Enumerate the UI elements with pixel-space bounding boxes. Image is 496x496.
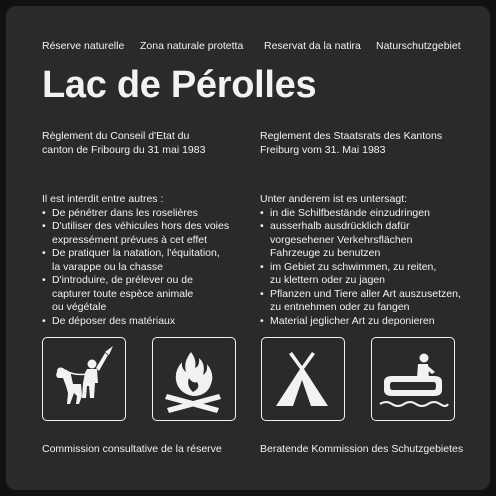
regulation-line: Règlement du Conseil d'Etat du bbox=[42, 130, 190, 142]
rule-line: ou végétale bbox=[52, 301, 107, 313]
label-reserve-naturelle: Réserve naturelle bbox=[42, 40, 125, 52]
regulation-fr bbox=[42, 130, 205, 157]
rule-item bbox=[42, 207, 229, 221]
label-naturschutzgebiet: Naturschutzgebiet bbox=[376, 40, 461, 52]
dog-walker-icon bbox=[42, 337, 126, 421]
rule-item bbox=[260, 288, 461, 315]
label-reservat-natira: Reservat da la natira bbox=[264, 40, 361, 52]
rule-item bbox=[260, 220, 461, 261]
rule-item bbox=[260, 315, 461, 329]
sign-title: Lac de Pérolles bbox=[42, 64, 317, 106]
rule-line: expressément prévues à cet effet bbox=[52, 233, 208, 246]
rule-line: la varappe ou la chasse bbox=[52, 260, 163, 273]
tent-icon bbox=[261, 337, 345, 421]
regulation-line: canton de Fribourg du 31 mai 1983 bbox=[42, 143, 206, 156]
rule-line: zu klettern oder zu jagen bbox=[270, 274, 385, 286]
rule-line: • in die Schilfbestände einzudringen bbox=[270, 206, 430, 219]
rule-item bbox=[42, 315, 229, 329]
regulation-de bbox=[260, 130, 442, 157]
campfire-icon bbox=[152, 337, 236, 421]
rule-line: • De pratiquer la natation, l'équitation, bbox=[52, 247, 220, 259]
rule-item bbox=[260, 261, 461, 288]
rule-line: vorgesehener Verkehrsflächen bbox=[270, 233, 413, 246]
rules-heading: Il est interdit entre autres : bbox=[42, 193, 164, 205]
rule-line: capturer toute espèce animale bbox=[52, 287, 194, 300]
rule-line: • Pflanzen und Tiere aller Art auszusetzen, bbox=[270, 287, 461, 300]
nature-reserve-sign bbox=[6, 6, 490, 490]
boat-icon bbox=[371, 337, 455, 421]
rule-item bbox=[260, 207, 461, 221]
rule-line: • De déposer des matériaux bbox=[52, 314, 176, 327]
label-zona-naturale: Zona naturale protetta bbox=[140, 40, 244, 52]
footer-de: Beratende Kommission des Schutzgebietes bbox=[260, 443, 464, 455]
rule-line: • Material jeglicher Art zu deponieren bbox=[270, 314, 435, 327]
regulation-line: Reglement des Staatsrats des Kantons bbox=[260, 130, 443, 142]
rule-line: zu entnehmen oder zu fangen bbox=[270, 301, 410, 313]
rule-line: • D'introduire, de prélever ou de bbox=[52, 274, 193, 286]
rules-de bbox=[260, 193, 461, 328]
regulation-line: Freiburg vom 31. Mai 1983 bbox=[260, 143, 386, 156]
rule-line: Fahrzeuge zu benutzen bbox=[270, 247, 381, 259]
rule-line: • D'utiliser des véhicules hors des voies bbox=[52, 220, 230, 232]
rules-heading: Unter anderem ist es untersagt: bbox=[260, 193, 408, 205]
rules-fr bbox=[42, 193, 229, 328]
rule-item bbox=[42, 274, 229, 315]
rule-item bbox=[42, 247, 229, 274]
footer-fr: Commission consultative de la réserve bbox=[42, 443, 222, 455]
rule-item bbox=[42, 220, 229, 247]
rule-line: • De pénétrer dans les roselières bbox=[52, 206, 198, 219]
rule-line: • ausserhalb ausdrücklich dafür bbox=[270, 220, 410, 232]
rule-line: • im Gebiet zu schwimmen, zu reiten, bbox=[270, 260, 437, 273]
